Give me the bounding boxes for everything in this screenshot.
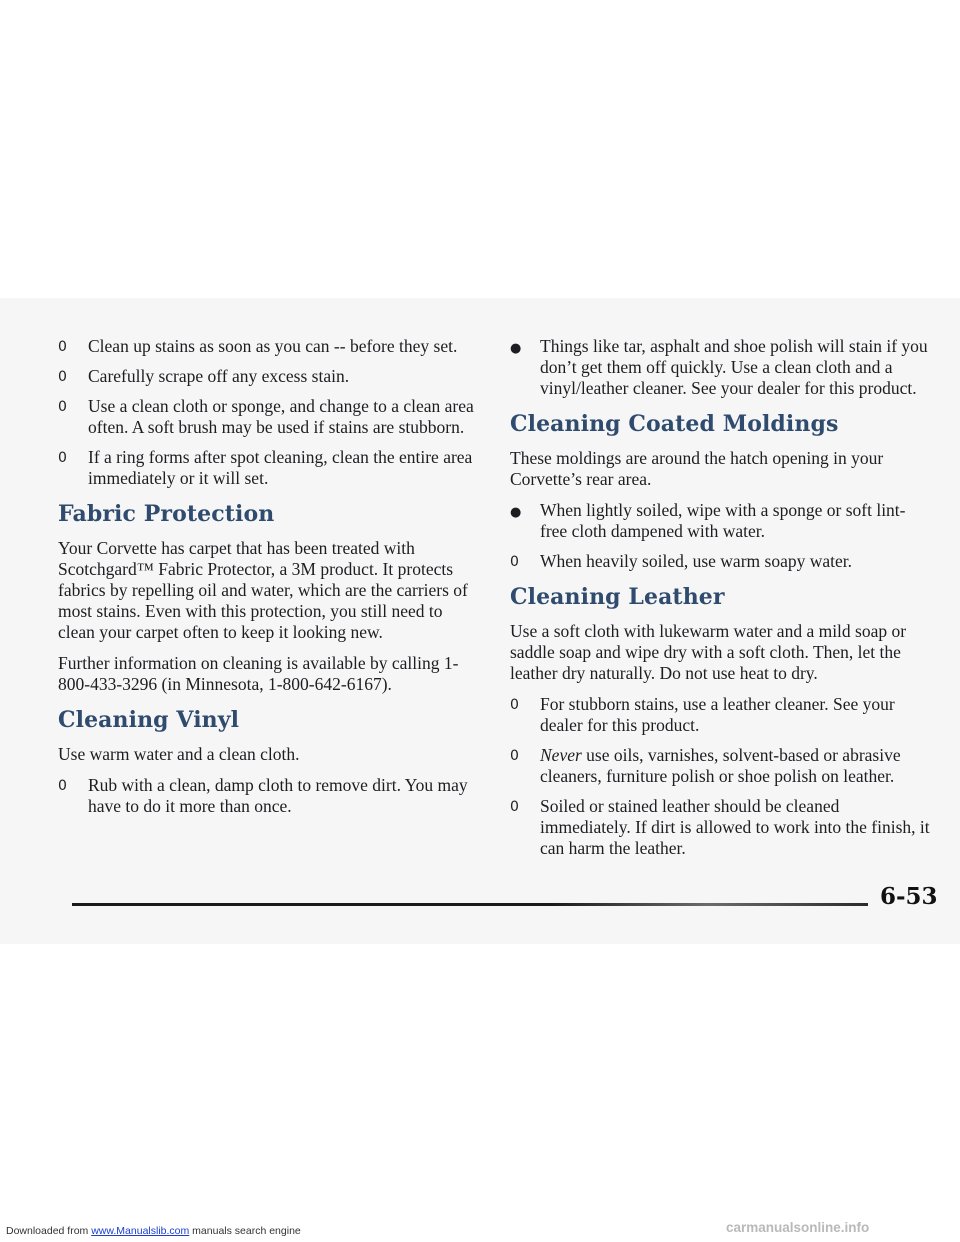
list-item: 0 Rub with a clean, damp cloth to remove dirt. You may have to do it more than once. xyxy=(58,775,468,816)
bullet-icon: 0 xyxy=(58,399,67,415)
bullet-icon: 0 xyxy=(510,748,519,764)
section-heading-cleaning-vinyl: Cleaning Vinyl xyxy=(58,707,240,733)
list-item: 0 If a ring forms after spot cleaning, clean the entire area immediately or it will set. xyxy=(58,447,473,488)
list-item: 0 Never use oils, varnishes, solvent-based or abrasive cleaners, furniture polish or shoe polish on leather. xyxy=(510,745,901,786)
bullet-icon: 0 xyxy=(58,339,67,355)
left-column xyxy=(58,336,482,826)
list-item: 0 Carefully scrape off any excess stain. xyxy=(58,366,350,386)
download-footer: Downloaded from www.Manualslib.com manuals search engine xyxy=(6,1225,301,1237)
list-item: 0 Use a clean cloth or sponge, and change to a clean area often. A soft brush may be used if stains are stubborn. xyxy=(58,396,474,437)
bullet-icon: 0 xyxy=(510,799,519,815)
bullet-icon: 0 xyxy=(58,450,67,466)
list-item: ● When lightly soiled, wipe with a sponge or soft lint-free cloth dampened with water. xyxy=(510,500,906,541)
section-heading-fabric-protection: Fabric Protection xyxy=(58,501,275,527)
bullet-icon: 0 xyxy=(58,778,67,794)
bullet-icon: 0 xyxy=(510,554,519,570)
list-item: ● Things like tar, asphalt and shoe polish will stain if you don’t get them off quickly. Use a clean cloth and a vinyl/leather cleaner. See your dealer for this product. xyxy=(510,336,928,398)
section-heading-cleaning-coated-moldings: Cleaning Coated Moldings xyxy=(510,411,839,437)
fabric-paragraph: Your Corvette has carpet that has been treated with Scotchgard™ Fabric Protector, a 3M product. It protects fabrics by repelling oil and water, which are the carriers of most stains. Even with this protection, you still need to clean your carpet often to keep it looking new. xyxy=(58,538,468,642)
footer-rule xyxy=(72,903,868,906)
emphasis-never: Never xyxy=(540,745,582,765)
leather-paragraph: Use a soft cloth with lukewarm water and a mild soap or saddle soap and wipe dry with a soft cloth. Then, let the leather dry naturally. Do not use heat to dry. xyxy=(510,621,907,683)
bullet-icon: 0 xyxy=(510,697,519,713)
fabric-contact-paragraph: Further information on cleaning is available by calling 1-800-433-3296 (in Minnesota, 1-800-642-6167). xyxy=(58,653,459,694)
list-item: 0 When heavily soiled, use warm soapy water. xyxy=(510,551,852,571)
moldings-paragraph: These moldings are around the hatch opening in your Corvette’s rear area. xyxy=(510,448,884,489)
bullet-icon: 0 xyxy=(58,369,67,385)
list-item: 0 For stubborn stains, use a leather cleaner. See your dealer for this product. xyxy=(510,694,895,735)
list-item: 0 Clean up stains as soon as you can -- before they set. xyxy=(58,336,458,356)
vinyl-paragraph: Use warm water and a clean cloth. xyxy=(58,744,300,764)
page-number: 6-53 xyxy=(880,883,938,910)
manualslib-link[interactable]: www.Manualslib.com xyxy=(91,1225,190,1237)
bullet-icon: ● xyxy=(510,341,522,356)
watermark: carmanualsonline.info xyxy=(726,1220,870,1235)
bullet-icon: ● xyxy=(510,505,522,520)
right-column xyxy=(510,336,930,868)
section-heading-cleaning-leather: Cleaning Leather xyxy=(510,584,725,610)
list-item: 0 Soiled or stained leather should be cleaned immediately. If dirt is allowed to work into the finish, it can harm the leather. xyxy=(510,796,930,858)
